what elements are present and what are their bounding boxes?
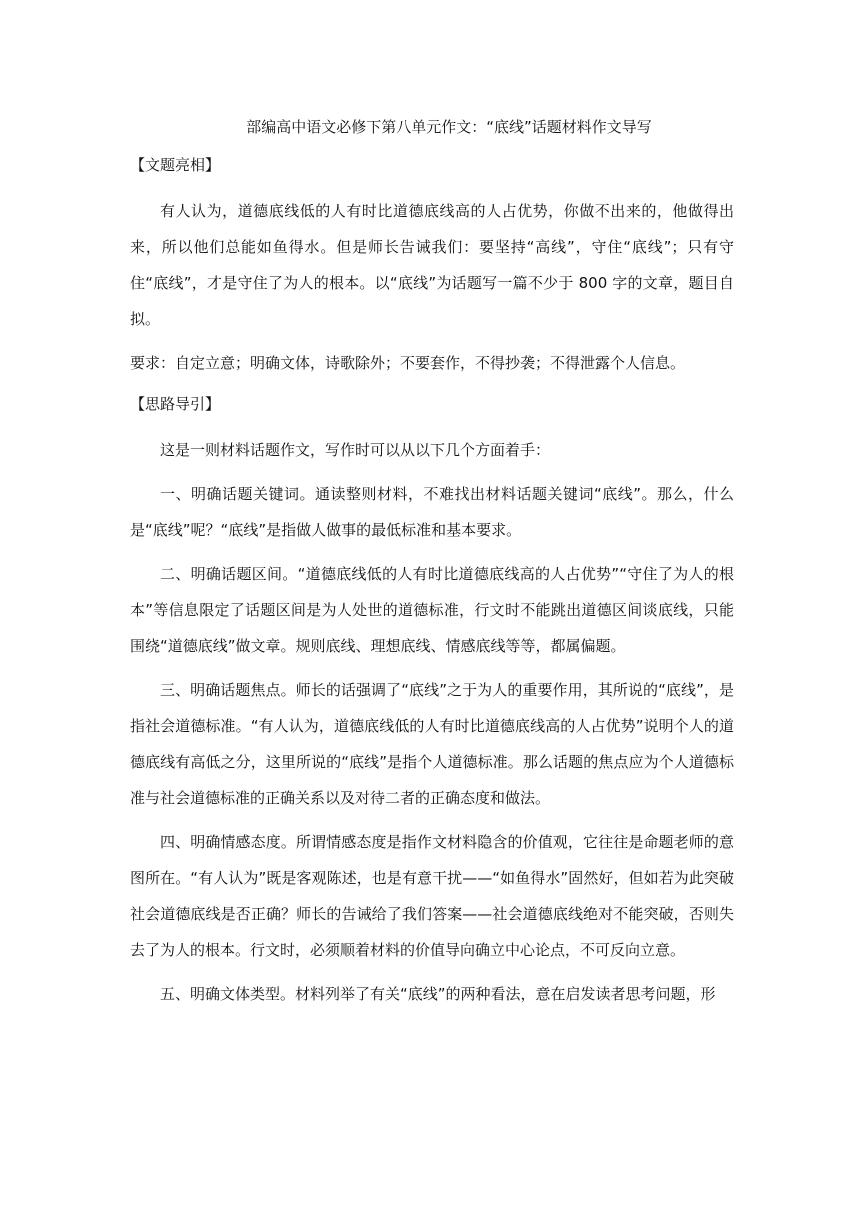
section-heading-guide: 【思路导引】 [130, 395, 221, 413]
section-heading-topic: 【文题亮相】 [130, 156, 221, 174]
intro-paragraph: 这是一则材料话题作文，写作时可以从以下几个方面着手： [160, 441, 551, 459]
point-range-paragraph: 二、明确话题区间。“道德底线低的人有时比道德底线高的人占优势”“守住了为人的根本”等信息限定了话题区间是为人处世的道德标准，行文时不能跳出道德区间谈底线，只能围绕“道德底线”做文章。规则底线、理想底线、情感底线等等，都属偏题。 [130, 565, 734, 655]
point-keyword-paragraph: 一、明确话题关键词。通读整则材料，不难找出材料话题关键词“底线”。那么，什么是“底线”呢？“底线”是指做人做事的最低标准和基本要求。 [130, 485, 734, 539]
document-page [130, 112, 734, 1020]
point-focus-paragraph: 三、明确话题焦点。师长的话强调了“底线”之于为人的重要作用，其所说的“底线”，是指社会道德标准。“有人认为，道德底线低的人有时比道德底线高的人占优势”说明个人的道德底线有高低之分，这里所说的“底线”是指个人道德标准。那么话题的焦点应为个人道德标准与社会道德标准的正确关系以及对待二者的正确态度和做法。 [130, 681, 734, 807]
document-title: 部编高中语文必修下第八单元作文：“底线”话题材料作文导写 [246, 118, 652, 136]
point-attitude-paragraph: 四、明确情感态度。所谓情感态度是指作文材料隐含的价值观，它往往是命题老师的意图所在。“有人认为”既是客观陈述，也是有意干扰——“如鱼得水”固然好，但如若为此突破社会道德底线是否正确？师长的告诫给了我们答案——社会道德底线绝对不能突破，否则失去了为人的根本。行文时，必须顺着材料的价值导向确立中心论点，不可反向立意。 [130, 833, 734, 959]
requirements-paragraph: 要求：自定立意；明确文体，诗歌除外；不要套作，不得抄袭；不得泄露个人信息。 [130, 354, 686, 372]
prompt-paragraph: 有人认为，道德底线低的人有时比道德底线高的人占优势，你做不出来的，他做得出来，所以他们总能如鱼得水。但是师长告诫我们：要坚持“高线”，守住“底线”；只有守住“底线”，才是守住了为人的根本。以“底线”为话题写一篇不少于 800 字的文章，题目自拟。 [130, 202, 734, 328]
point-genre-paragraph: 五、明确文体类型。材料列举了有关“底线”的两种看法，意在启发读者思考问题，形 [160, 985, 716, 1003]
